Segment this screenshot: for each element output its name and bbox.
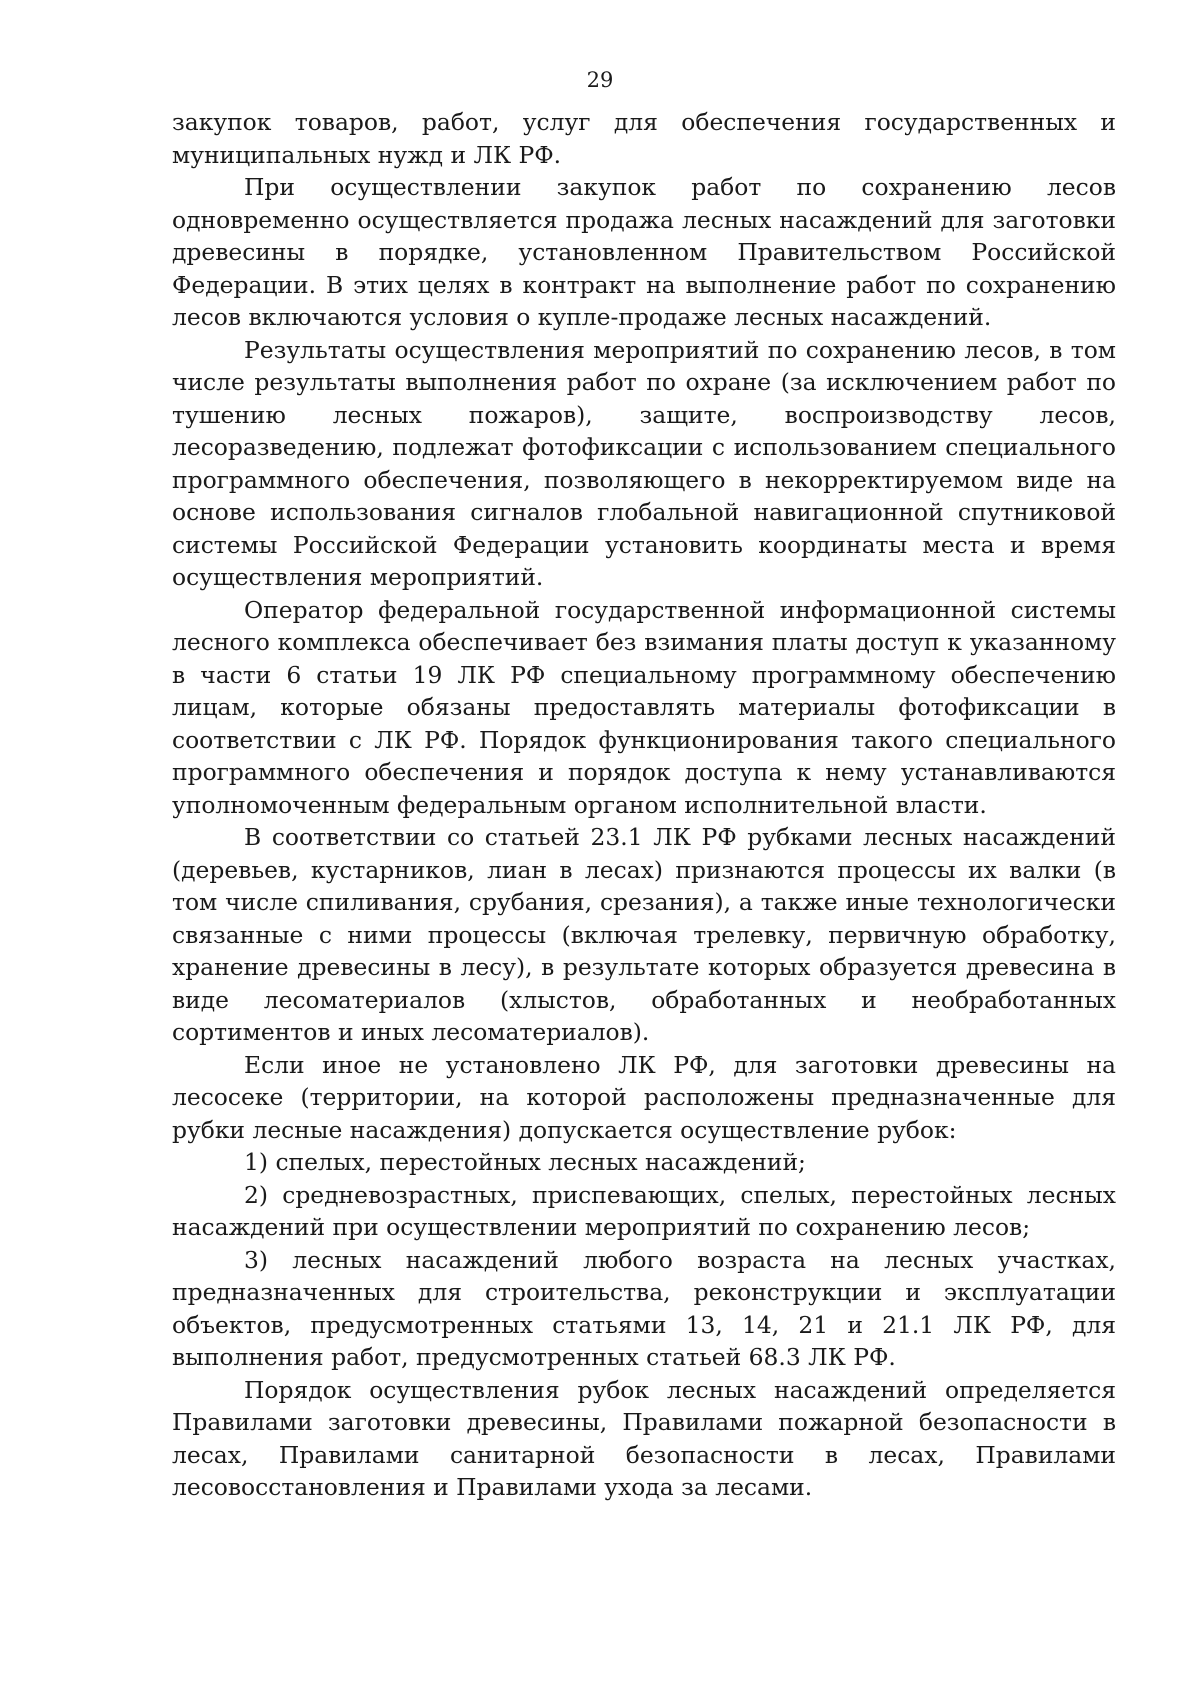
- paragraph-photo-recording: Результаты осуществления мероприятий по сохранению лесов, в том числе результаты выполнения работ по охране (за исключением работ по тушению лесных пожаров), защите, воспроизводству лесов, лесоразведению, подлежат фотофиксации с использованием специального программного обеспечения, позволяющего в некорректируемом виде на основе использования сигналов глобальной навигационной спутниковой системы Российской Федерации установить координаты места и время осуществления мероприятий.: [172, 335, 1116, 591]
- document-body: [172, 106, 1116, 1504]
- list-item-1: 1) спелых, перестойных лесных насаждений;: [244, 1148, 806, 1176]
- list-item-2: 2) средневозрастных, приспевающих, спелых, перестойных лесных насаждений при осуществлении мероприятий по сохранению лесов;: [172, 1180, 1116, 1241]
- paragraph-felling-definition: В соответствии со статьей 23.1 ЛК РФ рубками лесных насаждений (деревьев, кустарников, лиан в лесах) признаются процессы их валки (в том числе спиливания, срубания, срезания), а также иные технологически связанные с ними процессы (включая трелевку, первичную обработку, хранение древесины в лесу), в результате которых образуется древесина в виде лесоматериалов (хлыстов, обработанных и необработанных сортиментов и иных лесоматериалов).: [172, 823, 1116, 1046]
- paragraph-felling-rules: Порядок осуществления рубок лесных насаждений определяется Правилами заготовки древесины, Правилами пожарной безопасности в лесах, Правилами санитарной безопасности в лесах, Правилами лесовосстановления и Правилами ухода за лесами.: [172, 1375, 1116, 1501]
- paragraph-allowed-felling-intro: Если иное не установлено ЛК РФ, для заготовки древесины на лесосеке (территории, на которой расположены предназначенные для рубки лесные насаждения) допускается осуществление рубок:: [172, 1050, 1116, 1144]
- paragraph-continuation: закупок товаров, работ, услуг для обеспечения государственных и муниципальных нужд и ЛК РФ.: [172, 108, 1116, 169]
- paragraph-information-system-operator: Оператор федеральной государственной информационной системы лесного комплекса обеспечивает без взимания платы доступ к указанному в части 6 статьи 19 ЛК РФ специальному программному обеспечению лицам, которые обязаны предоставлять материалы фотофиксации в соответствии с ЛК РФ. Порядок функционирования такого специального программного обеспечения и порядок доступа к нему устанавливаются уполномоченным федеральным органом исполнительной власти.: [172, 595, 1116, 819]
- list-item-3: 3) лесных насаждений любого возраста на лесных участках, предназначенных для строительства, реконструкции и эксплуатации объектов, предусмотренных статьями 13, 14, 21 и 21.1 ЛК РФ, для выполнения работ, предусмотренных статьей 68.3 ЛК РФ.: [172, 1245, 1116, 1371]
- page-number: 29: [586, 68, 614, 92]
- paragraph-procurement-timber-sale: При осуществлении закупок работ по сохранению лесов одновременно осуществляется продажа лесных насаждений для заготовки древесины в порядке, установленном Правительством Российской Федерации. В этих целях в контракт на выполнение работ по сохранению лесов включаются условия о купле-продаже лесных насаждений.: [172, 173, 1116, 331]
